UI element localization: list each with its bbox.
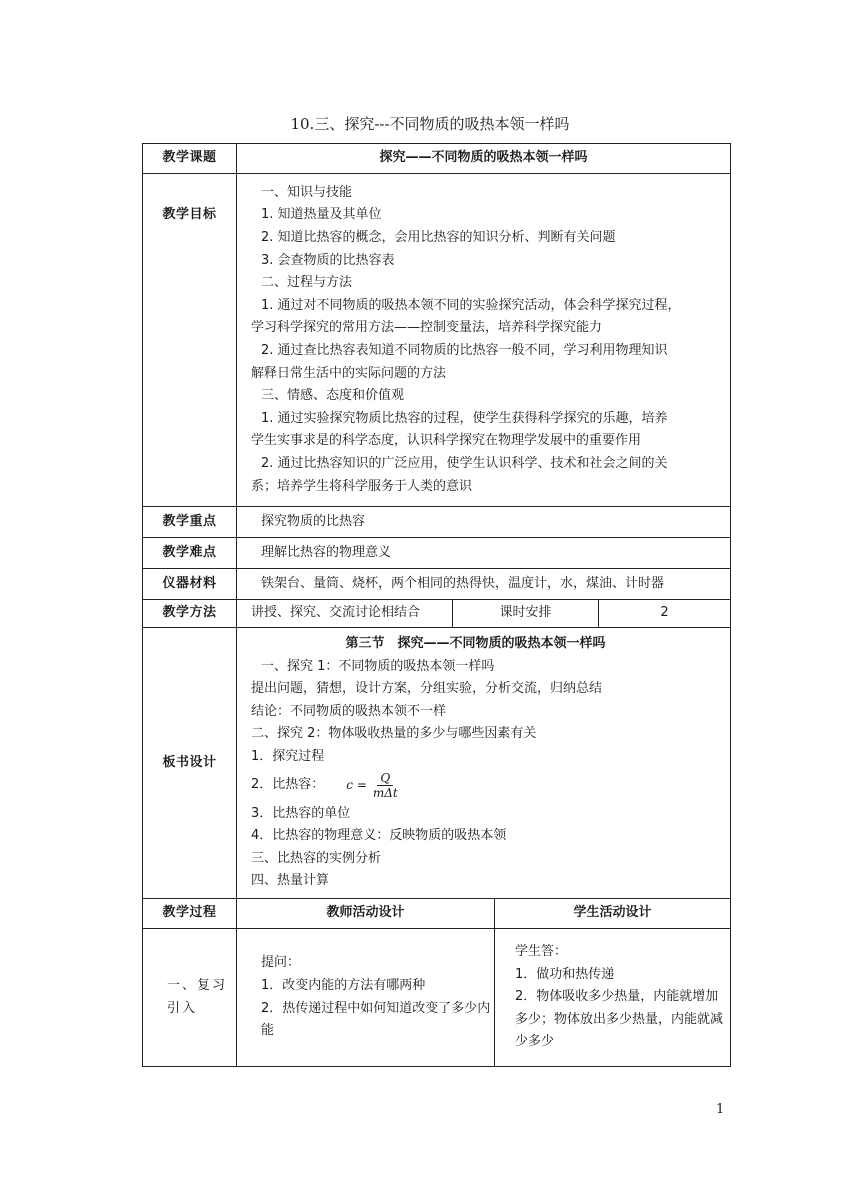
row-materials <box>143 569 731 600</box>
row-key-point <box>143 507 731 538</box>
label-topic: 教学课题 <box>143 144 237 174</box>
board-line: 一、探究 1：不同物质的吸热本领一样吗 <box>261 658 495 674</box>
value-difficulty: 理解比热容的物理意义 <box>237 538 731 569</box>
step-label-review <box>143 929 237 1067</box>
goals-line: 系；培养学生将科学服务于人类的意识 <box>251 478 473 494</box>
value-schedule: 2 <box>599 600 731 628</box>
row-goals <box>143 174 731 507</box>
label-process: 教学过程 <box>143 899 237 929</box>
goals-line: 一、知识与技能 <box>261 184 353 200</box>
row-board <box>143 628 731 899</box>
teacher-line: 1．改变内能的方法有哪两种 <box>261 977 426 993</box>
board-line: 提出问题，猜想，设计方案，分组实验，分析交流，归纳总结 <box>251 681 603 697</box>
board-line: 3．比热容的单位 <box>251 805 351 821</box>
goals-line: 1. 通过实验探究物质比热容的过程，使学生获得科学探究的乐趣，培养 <box>261 410 668 426</box>
formula-line <box>251 769 730 803</box>
goals-line: 1. 通过对不同物质的吸热本领不同的实验探究活动，体会科学探究过程， <box>261 297 681 313</box>
label-method: 教学方法 <box>143 600 237 628</box>
document-title: 10.三、探究---不同物质的吸热本领一样吗 <box>290 115 570 133</box>
goals-line: 1. 知道热量及其单位 <box>261 207 382 223</box>
formula-numerator: Q <box>377 771 393 786</box>
label-materials: 仪器材料 <box>143 569 237 600</box>
board-line: 结论：不同物质的吸热本领不一样 <box>251 703 447 719</box>
label-goals: 教学目标 <box>143 174 237 507</box>
row-difficulty <box>143 538 731 569</box>
label-key-point: 教学重点 <box>143 507 237 538</box>
row-topic <box>143 144 731 174</box>
goals-line: 学生实事求是的科学态度，认识科学探究在物理学发展中的重要作用 <box>251 433 642 449</box>
teacher-activity <box>237 929 495 1067</box>
value-topic: 探究——不同物质的吸热本领一样吗 <box>237 144 731 174</box>
board-line: 4．比热容的物理意义：反映物质的吸热本领 <box>251 828 507 844</box>
specific-heat-formula <box>346 771 399 801</box>
formula-lhs: c = <box>346 778 367 793</box>
value-materials: 铁架台、量筒、烧杯，两个相同的热得快，温度计，水，煤油、计时器 <box>237 569 731 600</box>
student-line: 1．做功和热传递 <box>515 966 615 982</box>
teacher-header: 教师活动设计 <box>237 899 495 929</box>
board-line: 三、比热容的实例分析 <box>251 850 382 866</box>
formula-fraction <box>371 771 400 801</box>
goals-line: 解释日常生活中的实际问题的方法 <box>251 365 447 381</box>
row-process-header <box>143 899 731 929</box>
label-schedule: 课时安排 <box>453 600 599 628</box>
teacher-line: 提问： <box>261 955 301 971</box>
student-header: 学生活动设计 <box>495 899 731 929</box>
goals-line: 三、情感、态度和价值观 <box>261 388 405 404</box>
goals-line: 二、过程与方法 <box>261 275 353 291</box>
board-content <box>237 628 731 899</box>
student-line: 2．物体吸收多少热量，内能就增加多少；物体放出多少热量，内能就减少多少 <box>515 989 724 1050</box>
board-line: 四、热量计算 <box>251 873 330 889</box>
board-heading: 第三节 探究——不同物质的吸热本领一样吗 <box>345 636 606 652</box>
row-process-review <box>143 929 731 1067</box>
goals-line: 2. 通过查比热容表知道不同物质的比热容一般不同，学习利用物理知识 <box>261 343 668 358</box>
student-activity <box>495 929 731 1067</box>
goals-line: 3. 会查物质的比热容表 <box>261 252 395 268</box>
value-method: 讲授、探究、交流讨论相结合 <box>237 600 453 628</box>
board-line: 二、探究 2：物体吸收热量的多少与哪些因素有关 <box>251 726 537 742</box>
teacher-line: 2．热传递过程中如何知道改变了多少内能 <box>261 1000 491 1039</box>
goals-content <box>237 174 731 507</box>
label-board: 板书设计 <box>143 628 237 899</box>
formula-label: 2．比热容： <box>251 777 325 793</box>
step-label-text: 一、复习引入 <box>167 977 228 1016</box>
goals-line: 学习科学探究的常用方法——控制变量法，培养科学探究能力 <box>251 320 603 336</box>
value-key-point: 探究物质的比热容 <box>237 507 731 538</box>
board-line: 1．探究过程 <box>251 749 325 764</box>
label-difficulty: 教学难点 <box>143 538 237 569</box>
row-method <box>143 600 731 628</box>
lesson-plan-table <box>142 143 731 1067</box>
page-number: 1 <box>716 1102 725 1117</box>
formula-denominator: mΔt <box>372 785 398 800</box>
goals-line: 2. 知道比热容的概念，会用比热容的知识分析、判断有关问题 <box>261 230 616 246</box>
goals-line: 2. 通过比热容知识的广泛应用，使学生认识科学、技术和社会之间的关 <box>261 455 668 471</box>
student-line: 学生答： <box>515 944 568 960</box>
